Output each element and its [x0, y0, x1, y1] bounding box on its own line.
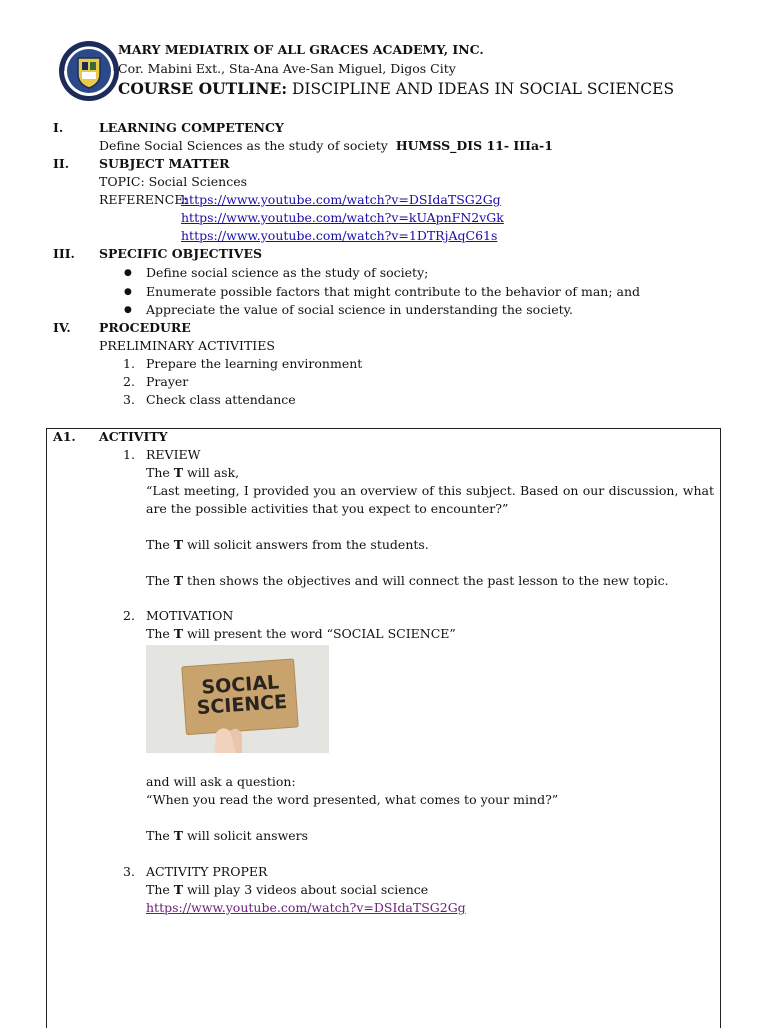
- section-number: I.: [53, 120, 64, 135]
- topic-line: TOPIC: Social Sciences: [99, 174, 248, 189]
- school-address: Cor. Mabini Ext., Sta-Ana Ave-San Miguel, Digos City: [118, 61, 456, 76]
- section-number: III.: [53, 246, 75, 261]
- activity-number: A1.: [53, 429, 76, 444]
- list-number: 1.: [123, 356, 135, 371]
- section-heading: PROCEDURE: [99, 320, 191, 335]
- review-label: REVIEW: [146, 447, 201, 462]
- list-number: 2.: [123, 374, 135, 389]
- preliminary-heading: PRELIMINARY ACTIVITIES: [99, 338, 275, 353]
- reference-link[interactable]: https://www.youtube.com/watch?v=DSIdaTSG2Gg: [181, 192, 501, 207]
- school-name: MARY MEDIATRIX OF ALL GRACES ACADEMY, INC.: [118, 42, 484, 57]
- motivation-label: MOTIVATION: [146, 608, 234, 623]
- page-title: [118, 79, 674, 98]
- section-number: II.: [53, 156, 70, 171]
- course-title: DISCIPLINE AND IDEAS IN SOCIAL SCIENCES: [287, 80, 675, 98]
- list-number: 3.: [123, 392, 135, 407]
- section-number: IV.: [53, 320, 71, 335]
- objective-item: Define social science as the study of society;: [146, 265, 429, 280]
- activity-heading: ACTIVITY: [99, 429, 168, 444]
- section-heading: SPECIFIC OBJECTIVES: [99, 246, 263, 261]
- objective-item: Appreciate the value of social science in understanding the society.: [146, 302, 573, 317]
- reference-link[interactable]: https://www.youtube.com/watch?v=kUApnFN2vGk: [181, 210, 504, 225]
- video-link[interactable]: https://www.youtube.com/watch?v=DSIdaTSG2Gg: [146, 900, 466, 915]
- list-number: 3.: [123, 864, 135, 879]
- bullet-icon: ●: [124, 305, 132, 315]
- competency-text: Define Social Sciences as the study of society HUMSS_DIS 11- IIIa-1: [99, 138, 553, 153]
- activity-proper-label: ACTIVITY PROPER: [146, 864, 268, 879]
- motivation-question: “When you read the word presented, what comes to your mind?”: [146, 792, 559, 807]
- motivation-line: The T will present the word “SOCIAL SCIENCE”: [146, 626, 456, 641]
- review-line: The T then shows the objectives and will connect the past lesson to the new topic.: [146, 573, 669, 588]
- list-number: 1.: [123, 447, 135, 462]
- activity-proper-line: The T will play 3 videos about social science: [146, 882, 429, 897]
- course-outline-label: COURSE OUTLINE:: [118, 79, 288, 98]
- review-line: The T will solicit answers from the students.: [146, 537, 429, 552]
- school-seal-icon: [58, 40, 120, 102]
- review-question: “Last meeting, I provided you an overview of this subject. Based on our discussion, what are the possible activities that you expect to encounter?”: [146, 483, 714, 516]
- sign-word: SCIENCE: [196, 690, 288, 720]
- reference-label: REFERENCE:: [99, 192, 188, 207]
- motivation-line: The T will solicit answers: [146, 828, 309, 843]
- list-item: Prayer: [146, 374, 189, 389]
- list-item: Check class attendance: [146, 392, 296, 407]
- social-science-image: [146, 645, 329, 753]
- objective-item: Enumerate possible factors that might contribute to the behavior of man; and: [146, 284, 641, 299]
- motivation-line: and will ask a question:: [146, 774, 296, 789]
- section-heading: LEARNING COMPETENCY: [99, 120, 284, 135]
- bullet-icon: ●: [124, 287, 132, 297]
- sign-word: SOCIAL: [200, 671, 280, 699]
- competency-code: HUMSS_DIS 11- IIIa-1: [395, 138, 553, 153]
- reference-link[interactable]: https://www.youtube.com/watch?v=1DTRjAqC61s: [181, 228, 498, 243]
- bullet-icon: ●: [124, 268, 132, 278]
- section-heading: SUBJECT MATTER: [99, 156, 230, 171]
- list-item: Prepare the learning environment: [146, 356, 363, 371]
- list-number: 2.: [123, 608, 135, 623]
- review-line: The T will ask,: [146, 465, 240, 480]
